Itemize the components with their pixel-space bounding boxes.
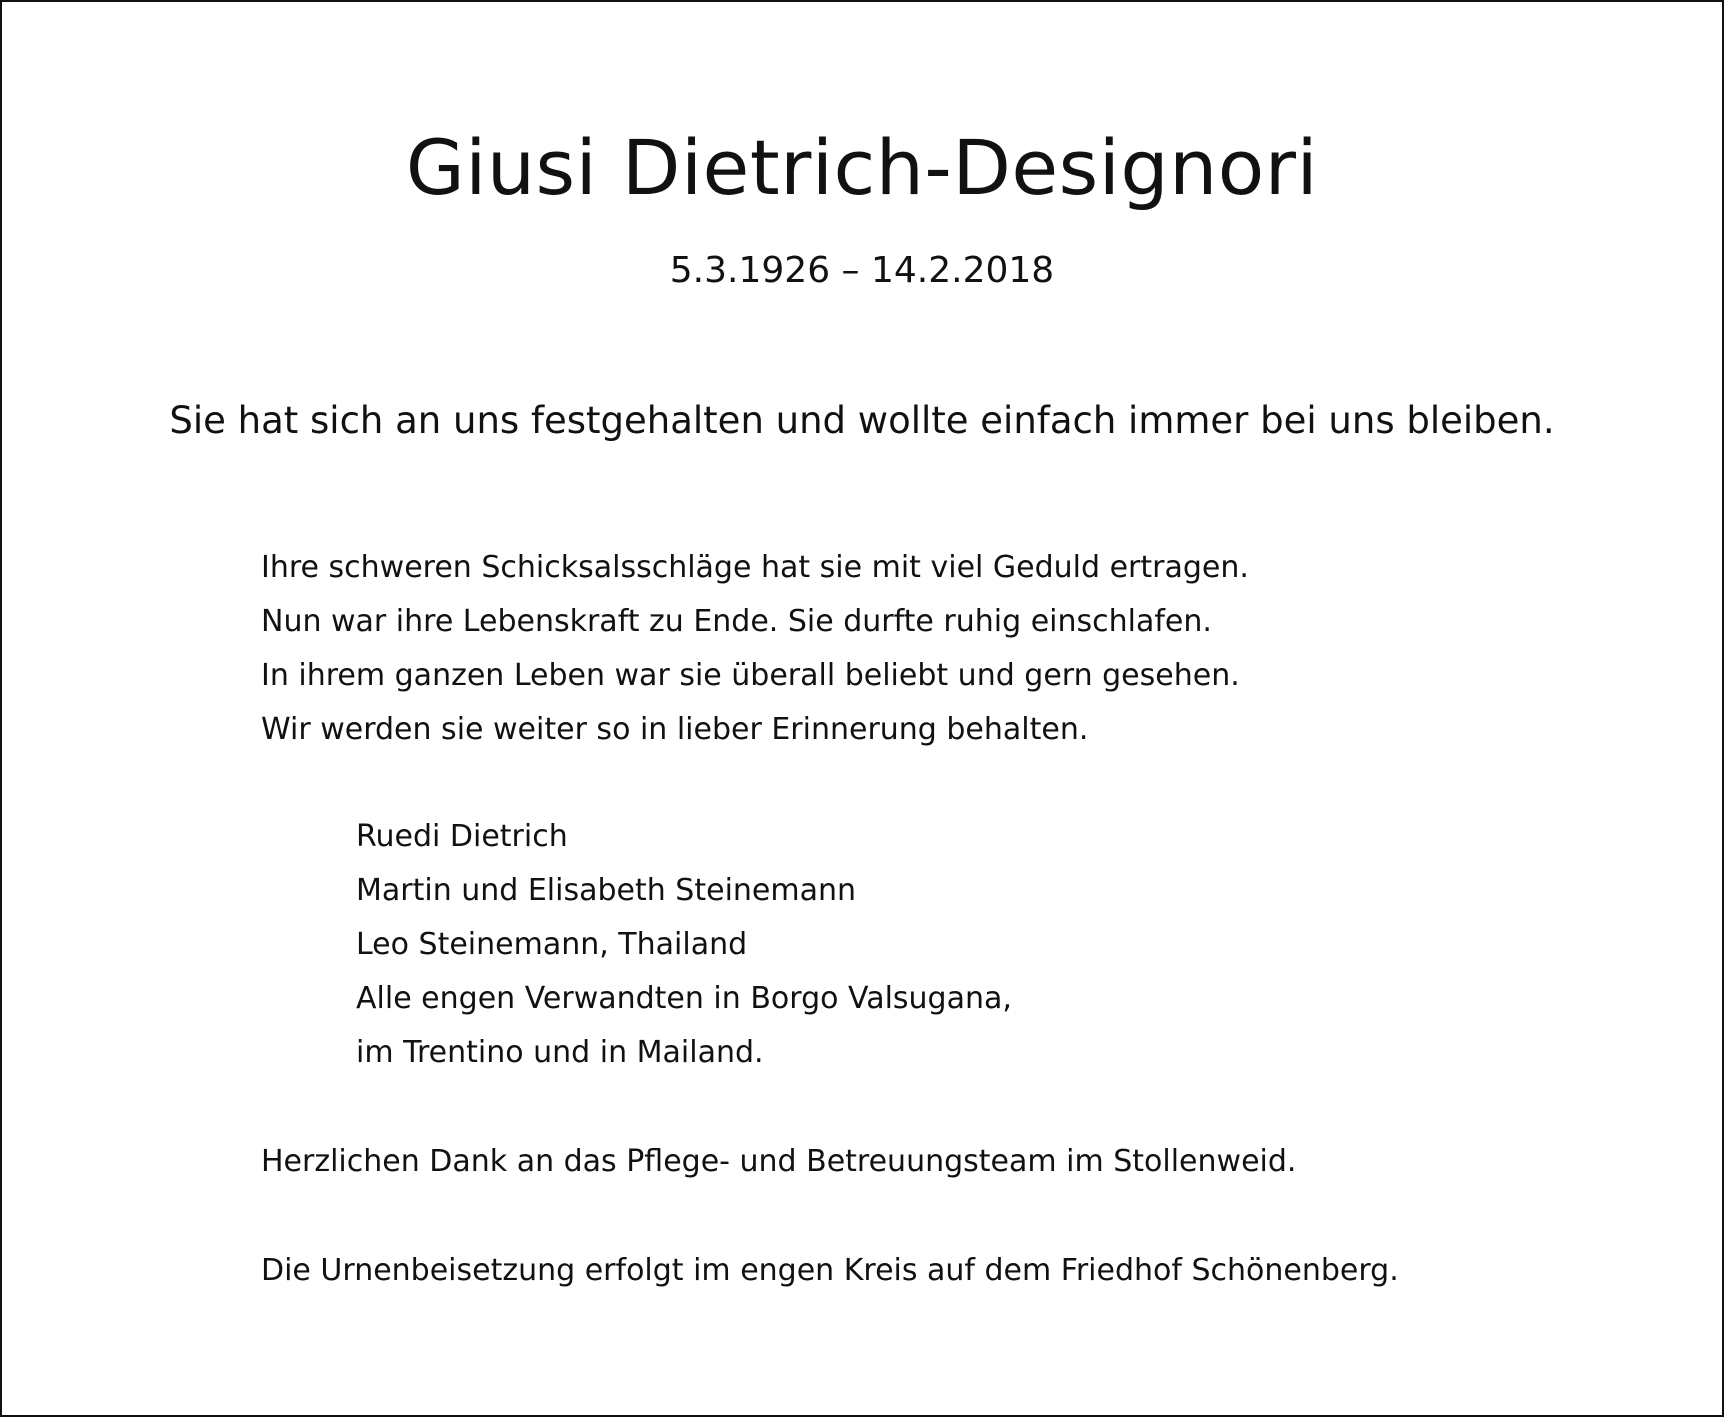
life-dates: 5.3.1926 – 14.2.2018 bbox=[669, 250, 1055, 291]
poem-block bbox=[261, 541, 1249, 757]
mourners-list bbox=[356, 810, 1012, 1080]
deceased-name: Giusi Dietrich-Designori bbox=[405, 123, 1319, 212]
burial-line: Die Urnenbeisetzung erfolgt im engen Kreis auf dem Friedhof Schönenberg. bbox=[261, 1253, 1399, 1288]
poem-line: Ihre schweren Schicksalsschläge hat sie mit viel Geduld ertragen. bbox=[261, 550, 1249, 585]
poem-line: Nun war ihre Lebenskraft zu Ende. Sie durfte ruhig einschlafen. bbox=[261, 604, 1212, 639]
mourner-line: im Trentino und in Mailand. bbox=[356, 1035, 764, 1070]
mourner-line: Leo Steinemann, Thailand bbox=[356, 927, 748, 962]
motto-line: Sie hat sich an uns festgehalten und wollte einfach immer bei uns bleiben. bbox=[169, 399, 1555, 442]
poem-line: Wir werden sie weiter so in lieber Erinnerung behalten. bbox=[261, 712, 1089, 747]
poem-line: In ihrem ganzen Leben war sie überall beliebt und gern gesehen. bbox=[261, 658, 1240, 693]
mourner-line: Alle engen Verwandten in Borgo Valsugana, bbox=[356, 981, 1012, 1016]
mourner-line: Martin und Elisabeth Steinemann bbox=[356, 873, 857, 908]
thanks-line: Herzlichen Dank an das Pflege- und Betreuungsteam im Stollenweid. bbox=[261, 1144, 1297, 1179]
mourner-line: Ruedi Dietrich bbox=[356, 819, 568, 854]
